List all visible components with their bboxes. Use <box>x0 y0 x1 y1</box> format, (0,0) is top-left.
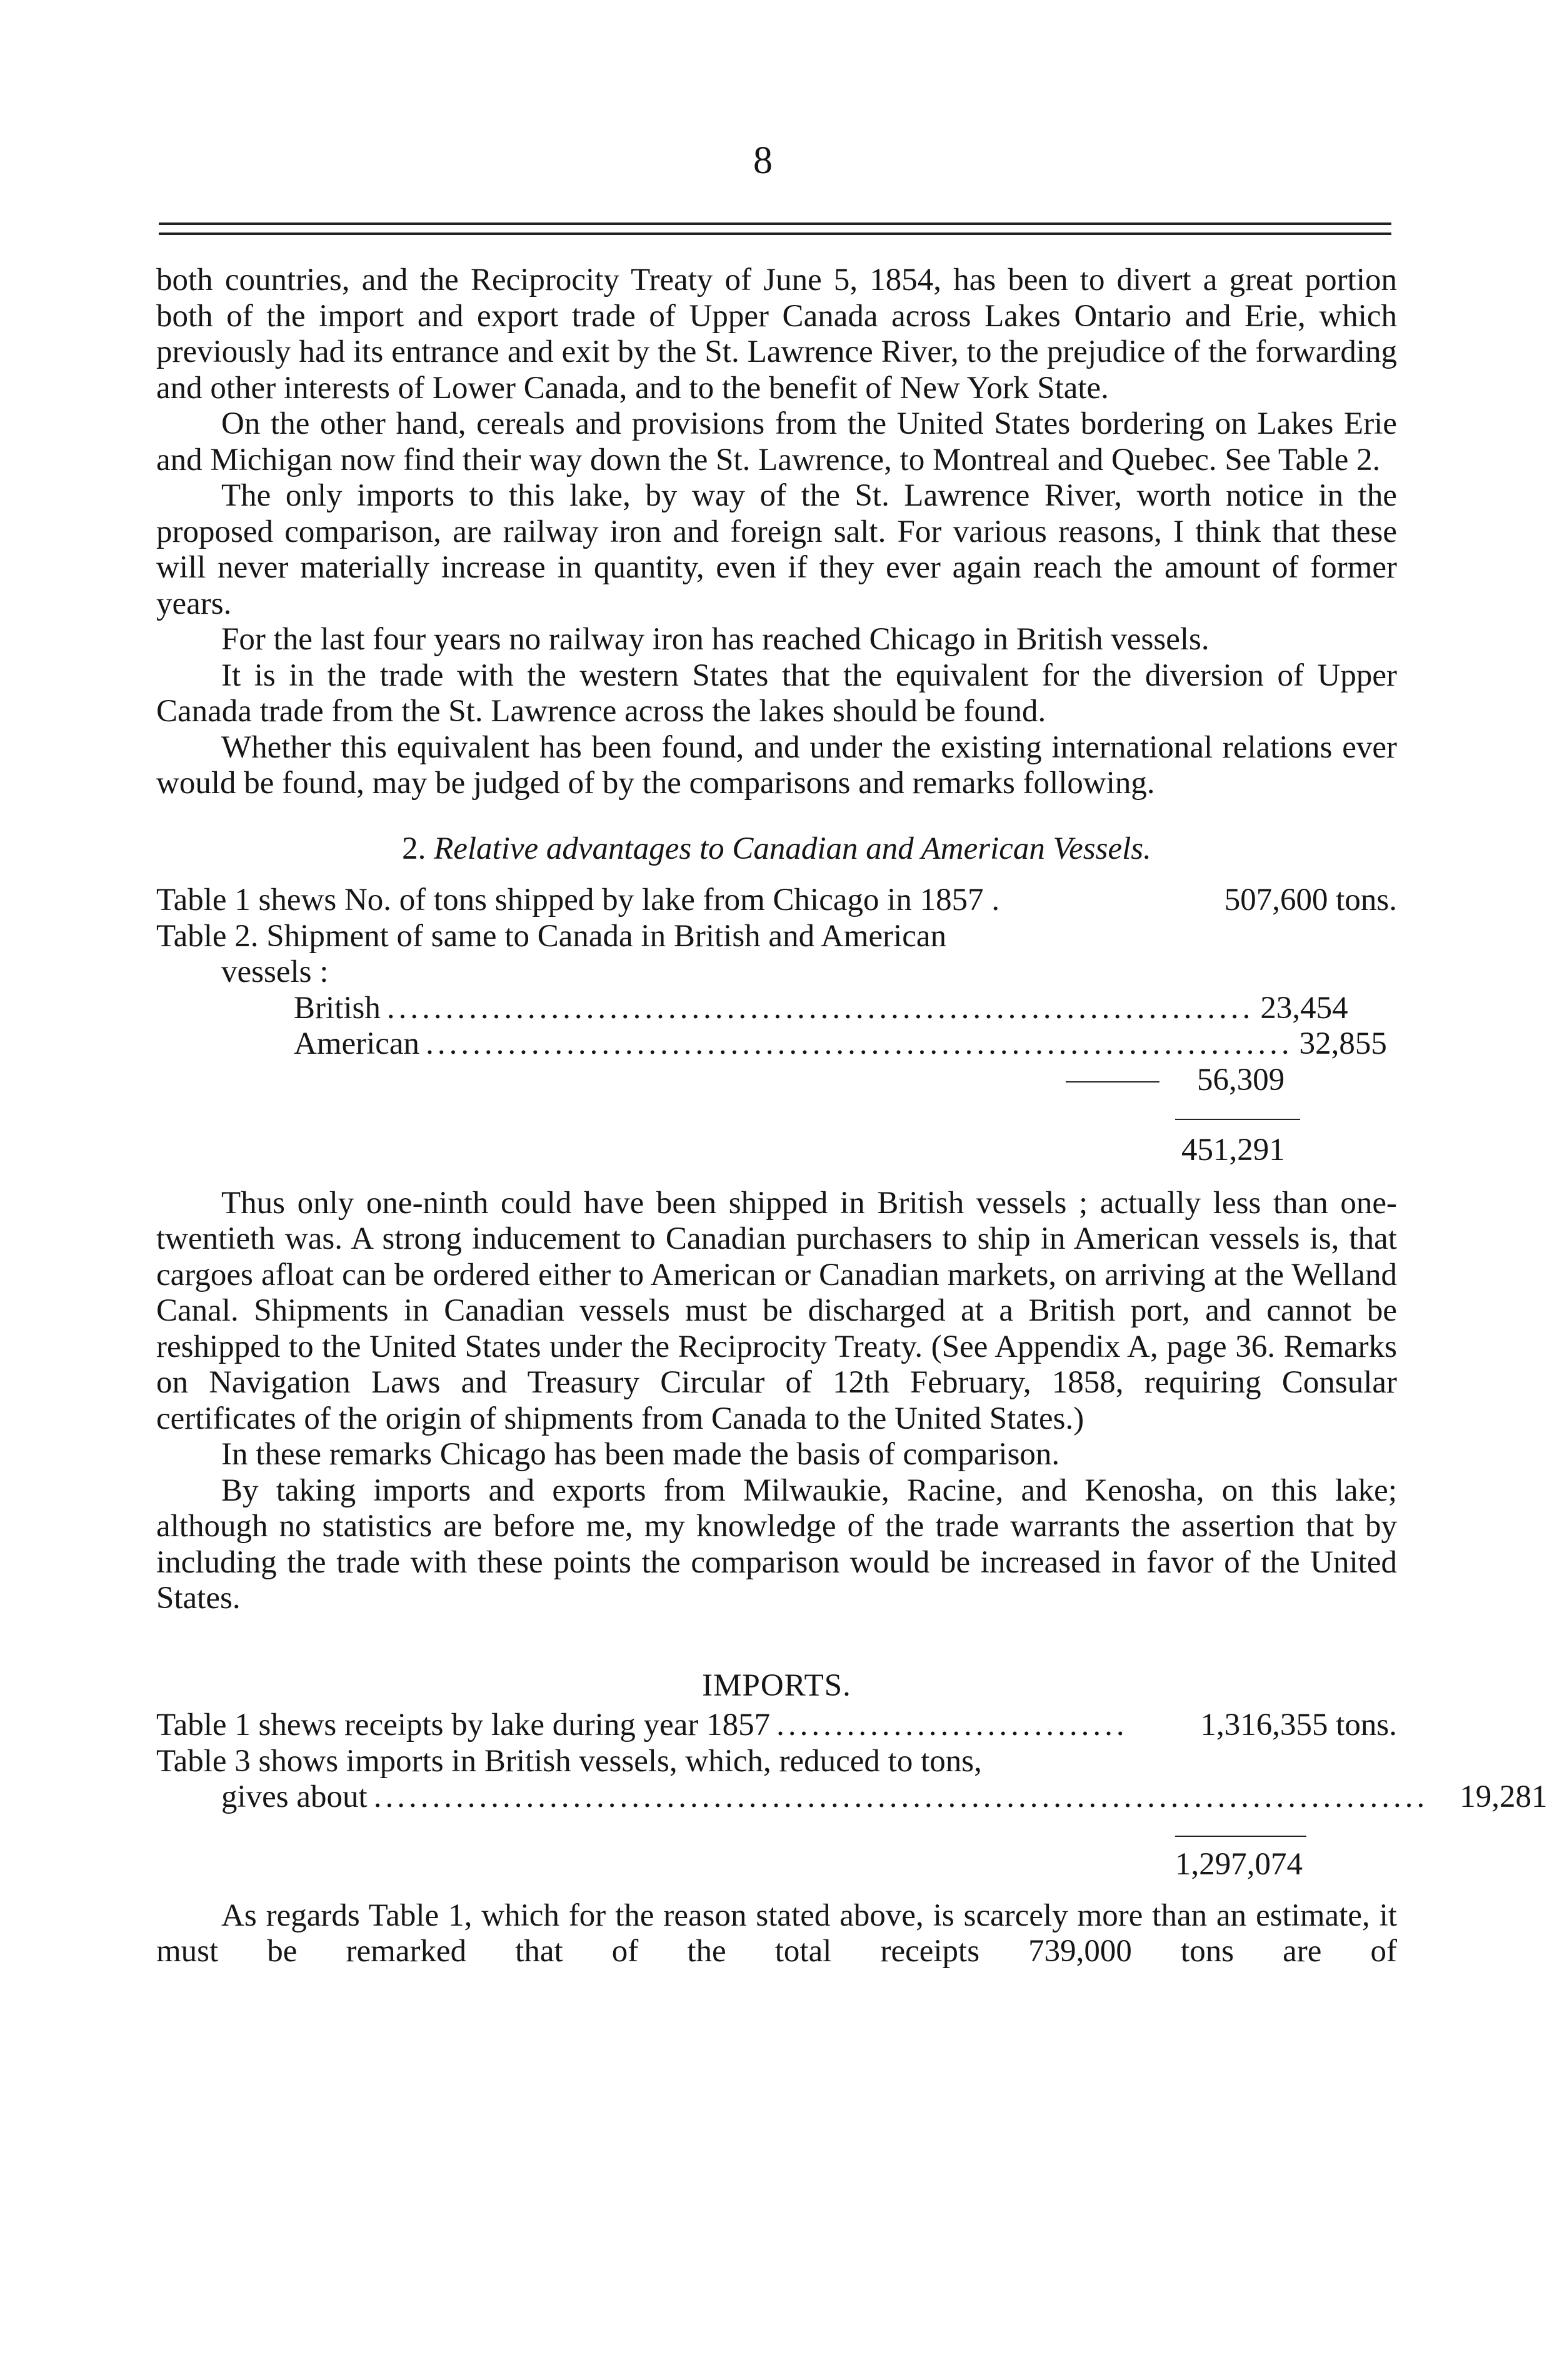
dot-leader: .......................................................................... <box>386 990 1254 1026</box>
table-row <box>156 919 1397 955</box>
row-label: gives about <box>221 1779 368 1814</box>
dot-leader: .......................................................................................... <box>373 1779 1429 1814</box>
paragraph: On the other hand, cereals and provisions from the United States bordering on Lakes Erie and Michigan now find their way down the St. Lawrence, to Montreal and Quebec. See Table 2. <box>156 406 1397 478</box>
section-title: Relative advantages to Canadian and American Vessels. <box>434 831 1151 866</box>
result-value: 1,297,074 <box>1175 1846 1303 1882</box>
body-text <box>156 262 1547 1970</box>
result-rule <box>1175 1836 1306 1837</box>
paragraph: In these remarks Chicago has been made the basis of comparison. <box>221 1437 1060 1472</box>
row-label: Table 3 shows imports in British vessels, which, reduced to tons, <box>156 1743 982 1779</box>
row-label: American <box>294 1026 420 1061</box>
shipments-table <box>156 882 1397 1178</box>
result-line <box>156 1816 1397 1884</box>
row-value: 19,281 <box>1459 1779 1547 1814</box>
dot-leader: .......................................................................... <box>426 1026 1293 1061</box>
row-label: British <box>294 990 381 1026</box>
imports-table <box>156 1708 1547 1884</box>
table-row-american <box>156 1026 1387 1062</box>
section-number: 2. <box>402 831 426 866</box>
result-value: 451,291 <box>1181 1132 1285 1168</box>
paragraph: It is in the trade with the western States that the equivalent for the diversion of Upper Canada trade from the St. Lawrence across the lakes should be found. <box>156 658 1397 729</box>
row-value: 32,855 <box>1299 1026 1387 1061</box>
paragraph: For the last four years no railway iron has reached Chicago in British vessels. <box>221 622 1209 657</box>
row-label: Table 1 shews receipts by lake during year 1857 <box>156 1708 771 1742</box>
row-value: 23,454 <box>1260 990 1348 1026</box>
table-row <box>156 1779 1547 1816</box>
paragraph: Whether this equivalent has been found, and under the existing international relations ever would be found, may be judged of by the comparisons and remarks following. <box>156 729 1397 801</box>
table-row <box>156 954 1397 991</box>
result-line <box>156 1106 1397 1178</box>
subtotal-value: 56,309 <box>1197 1062 1285 1098</box>
paragraph: The only imports to this lake, by way of the St. Lawrence River, worth notice in the proposed comparison, are railway iron and foreign salt. For various reasons, I think that these will never materially increase in quantity, even if they ever again reach the amount of former years. <box>156 478 1397 621</box>
imports-heading: IMPORTS. <box>702 1668 851 1703</box>
row-label: Table 1 shews No. of tons shipped by lake from Chicago in 1857 . <box>156 882 1000 918</box>
row-label: Table 2. Shipment of same to Canada in British and American <box>156 918 947 954</box>
result-rule <box>1175 1119 1300 1120</box>
header-rule-bottom <box>159 232 1391 235</box>
paragraph: both countries, and the Reciprocity Treaty of June 5, 1854, has been to divert a great portion both of the import and export trade of Upper Canada across Lakes Ontario and Erie, which previously had its entrance and exit by the St. Lawrence River, to the prejudice of the forwarding and other interests of Lower Canada, and to the benefit of New York State. <box>156 262 1397 406</box>
paragraph: By taking imports and exports from Milwaukie, Racine, and Kenosha, on this lake; although no statistics are before me, my knowledge of the trade warrants the assertion that by including the trade with these points the comparison would be increased in favor of the United States. <box>156 1472 1397 1616</box>
table-row <box>156 1708 1397 1744</box>
table-row <box>156 882 1397 919</box>
table-row <box>156 1744 1397 1780</box>
section-heading <box>156 831 1397 868</box>
row-value: 1,316,355 tons. <box>1200 1708 1397 1742</box>
dot-leader: .............................. <box>776 1708 1128 1742</box>
paragraph: As regards Table 1, which for the reason stated above, is scarcely more than an estimate, it must be remarked that of the total receipts 739,000 tons are of <box>156 1898 1397 1969</box>
row-label: vessels : <box>221 954 329 989</box>
paragraph: Thus only one-ninth could have been shipped in British vessels ; actually less than one-twentieth was. A strong inducement to Canadian purchasers to ship in American vessels is, that cargoes afloat can be ordered either to American or Canadian markets, on arriving at the Welland Canal. Shipments in Canadian vessels must be discharged at a British port, and cannot be reshipped to the United States under the Reciprocity Treaty. (See Appendix A, page 36. Remarks on Navigation Laws and Treasury Circular of 12th February, 1858, requiring Consular certificates of the origin of shipments from Canada to the United States.) <box>156 1185 1397 1436</box>
table-row-british <box>156 990 1348 1027</box>
subtotal-line <box>156 1062 1397 1106</box>
header-rule-top <box>159 222 1391 225</box>
subtotal-dash <box>1066 1081 1159 1082</box>
page-number: 8 <box>753 139 773 182</box>
row-value: 507,600 tons. <box>1224 882 1397 918</box>
